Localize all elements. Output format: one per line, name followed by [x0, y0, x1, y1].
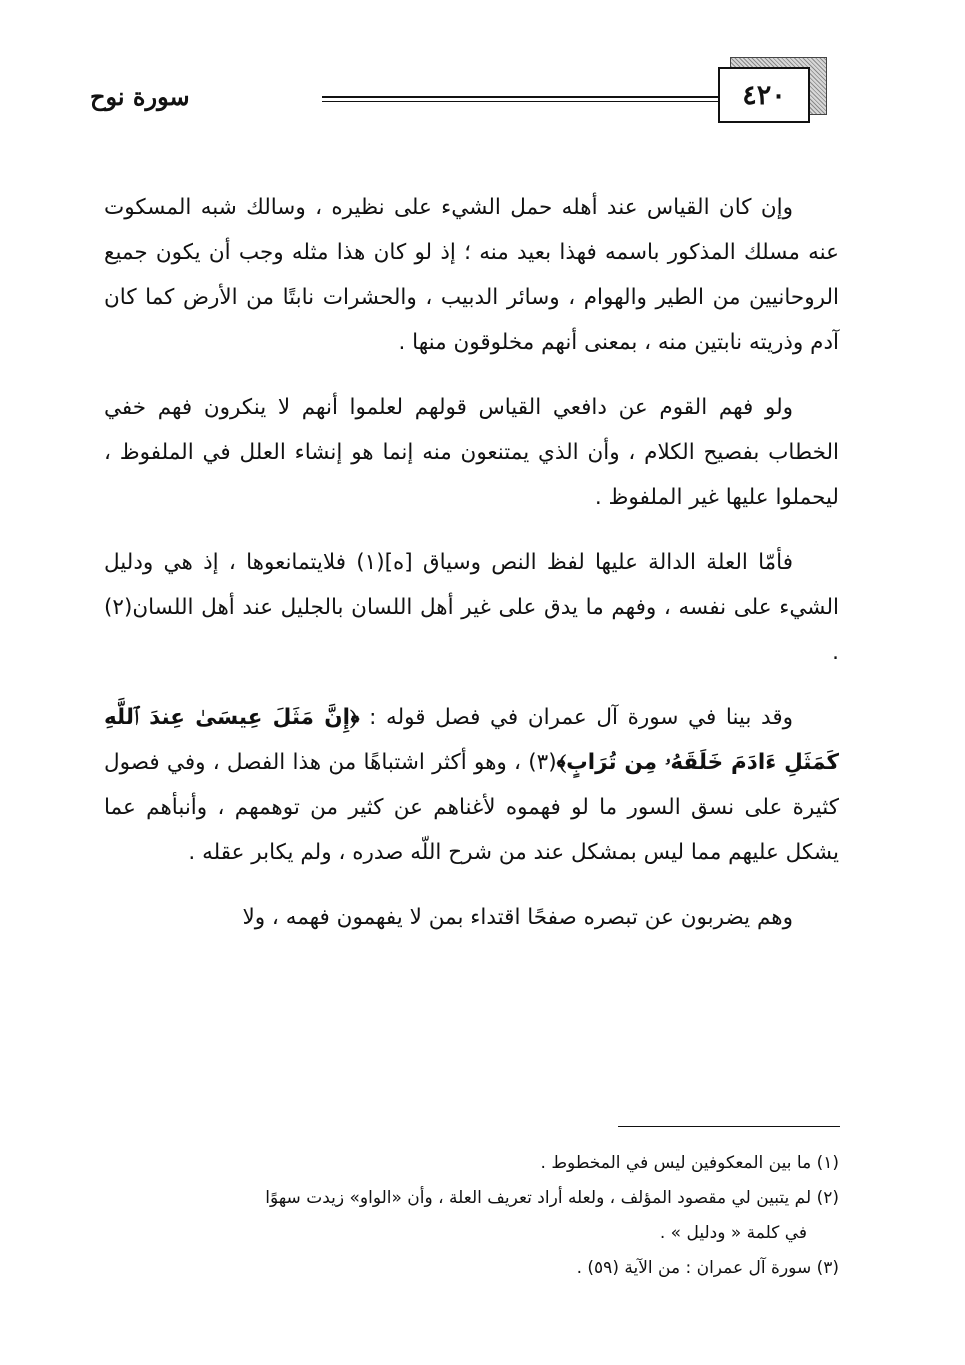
footnotes [104, 1146, 839, 1286]
header-rule [322, 96, 718, 98]
paragraph-4-intro: وقد بينا في سورة آل عمران في فصل قوله : [359, 705, 793, 730]
quran-verse: ﴿إِنَّ مَثَلَ عِيسَىٰ عِندَ ٱللَّهِ كَمَثَلِ ءَادَمَ خَلَقَهُۥ مِن تُرَابٍ﴾ [104, 705, 839, 775]
page-number: ٤٢٠ [718, 67, 810, 123]
paragraph-1: وإن كان القياس عند أهله حمل الشيء على نظيره ، وسالك شبه المسكوت عنه مسلك المذكور باسمه فهذا بعيد منه ؛ إذ لو كان هذا مثله وجب أن يكون جميع الروحانيين من الطير والهوام ، وسائر الدبيب ، والحشرات نابتًا من الأرض كما كان آدم وذريته نابتين منه ، بمعنى أنهم مخلوقون منها . [104, 195, 839, 355]
surah-title: سورة نوح [90, 82, 190, 111]
footnote-3: (٣) سورة آل عمران : من الآية (٥٩) . [576, 1258, 839, 1278]
footnote-2: (٢) لم يتبين لي مقصود المؤلف ، ولعله أراد تعريف العلة ، وأن «الواو» زيدت سهوًا [265, 1188, 839, 1208]
footnote-2-continuation: في كلمة « ودليل » . [659, 1223, 807, 1243]
footnote-separator [618, 1126, 840, 1127]
paragraph-5: وهم يضربون عن تبصره صفحًا اقتداء بمن لا يفهمون فهمه ، ولا [242, 905, 793, 930]
body-text [104, 185, 839, 940]
paragraph-4-rest: (٣) ، وهو أكثر اشتباهًا من هذا الفصل ، وفي فصول كثيرة على نسق السور ما لو فهموه لأغناهم عن كثير من توهمهم ، وأنبأهم عما يشكل عليهم مما ليس بمشكل عند من شرح اللّه صدره ، ولم يكابر عقله . [104, 750, 839, 865]
header-rule-thin [322, 101, 718, 102]
footnote-1: (١) ما بين المعكوفين ليس في المخطوط . [540, 1153, 839, 1173]
paragraph-2: ولو فهم القوم عن دافعي القياس قولهم لعلموا أنهم لا ينكرون فهم خفي الخطاب بفصيح الكلام ، وأن الذي يمتنعون منه إنما هو إنشاء العلل في الملفوظ ، ليحملوا عليها غير الملفوظ . [104, 395, 839, 510]
paragraph-3: فأمّا العلة الدالة عليها لفظ النص وسياق [ه](١) فلايتمانعوها ، إذ هي ودليل الشيء على نفسه ، وفهم ما يدق على غير أهل اللسان بالجليل عند أهل اللسان(٢) . [104, 550, 839, 665]
paragraph-4 [104, 695, 839, 875]
